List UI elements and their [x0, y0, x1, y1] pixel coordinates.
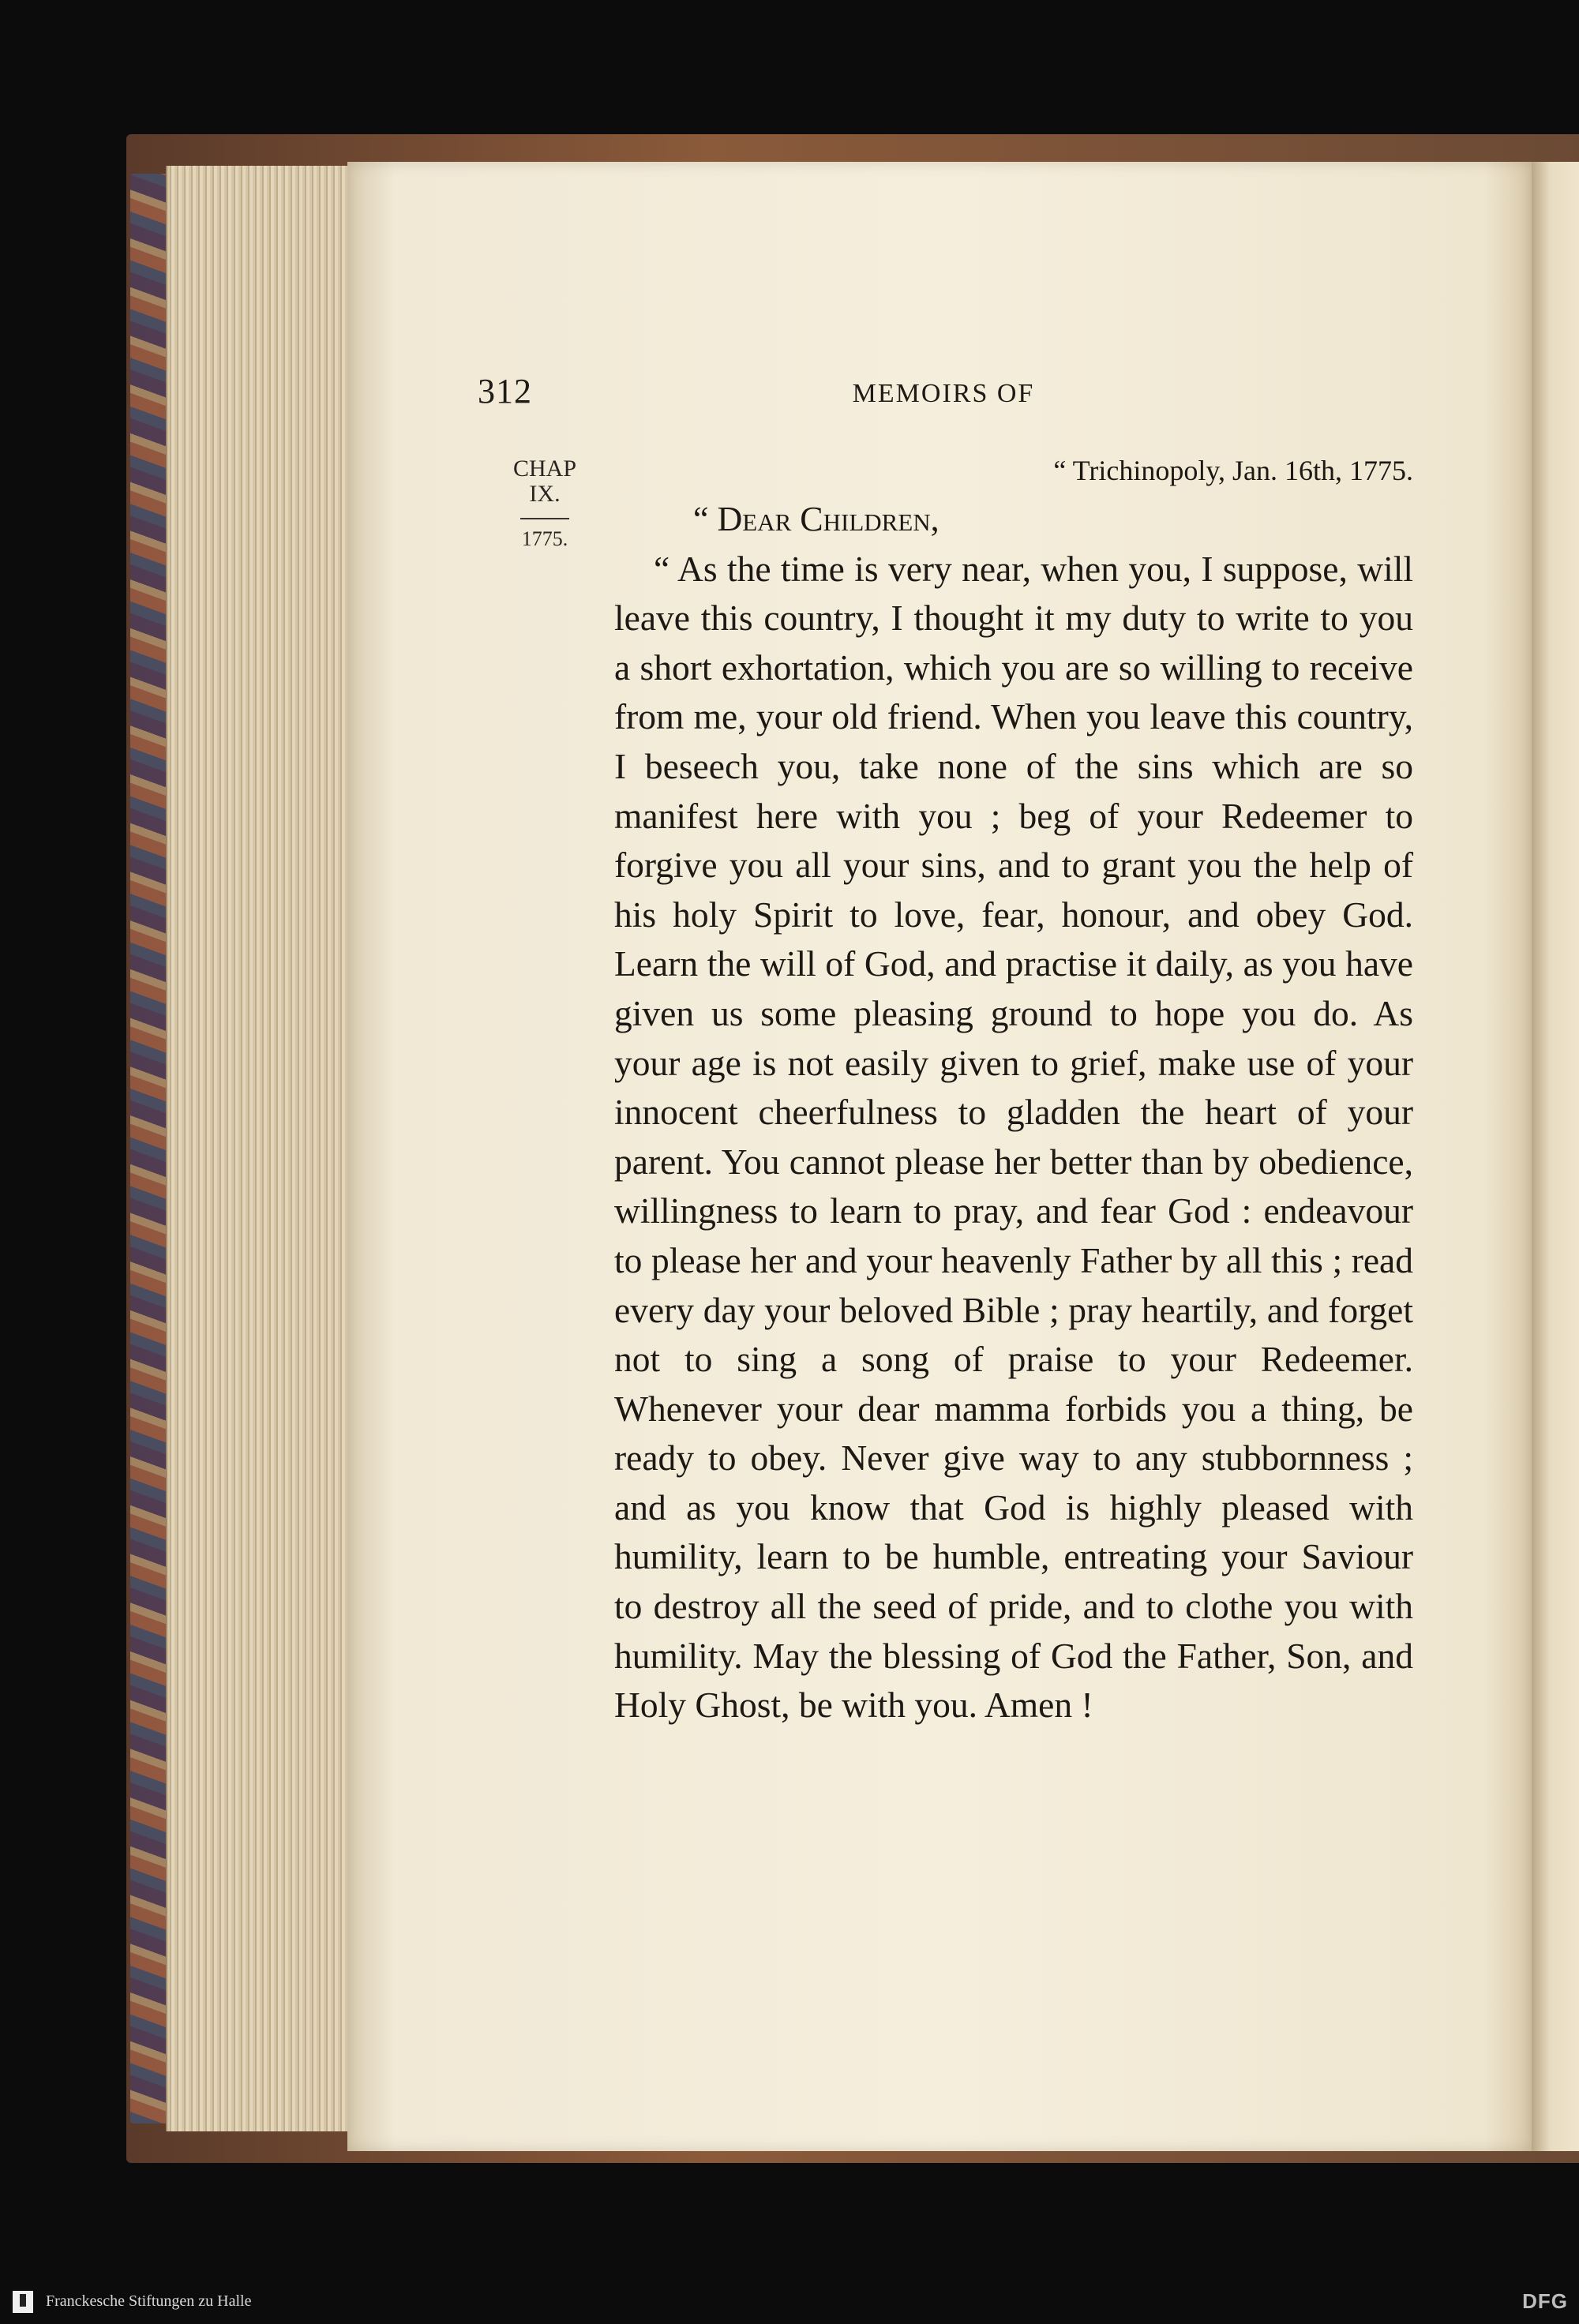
chapter-label: CHAP — [512, 455, 577, 482]
chapter-number: IX. — [529, 481, 561, 507]
page-header — [478, 371, 1409, 418]
viewer-footer — [0, 2280, 1579, 2324]
letter-dateline: “ Trichinopoly, Jan. 16th, 1775. — [1053, 455, 1413, 486]
letter-paragraph: “ As the time is very near, when you, I suppose, will leave this country, I thought it my duty to write to you a short exhortation, which you are so willing to receive from me, your old friend. When you leave this country, I beseech you, take none of the sins which are so manifest here with you ; beg of your Redeemer to forgive you all your sins, and to grant you the help of his holy Spirit to love, fear, honour, and obey God. Learn the will of God, and practise it daily, as you have given us some pleasing ground to hope you do. As your age is not easily given to grief, make use of your innocent cheerfulness to gladden the heart of your parent. You cannot please her better than by obedience, willingness to learn to pray, and fear God : endeavour to please her and your heavenly Father by all this ; read every day your beloved Bible ; pray heartily, and forget not to sing a song of praise to your Redeemer. Whenever your dear mamma forbids you a thing, be ready to obey. Never give way to any stubbornness ; and as you know that God is highly pleased with humility, learn to be humble, entreating your Saviour to destroy all the seed of pride, and to clothe you with humility. May the blessing of God the Father, Son, and Holy Ghost, be with you. Amen ! — [614, 548, 1413, 1726]
page-number: 312 — [478, 372, 532, 410]
facing-page-edge — [1532, 162, 1579, 2151]
margin-rule — [520, 518, 569, 519]
institution-logo-icon — [13, 2291, 33, 2313]
institution-name: Franckesche Stiftungen zu Halle — [46, 2292, 252, 2310]
letter-body — [614, 545, 1413, 1730]
letter-salutation: “ Dear Children, — [693, 500, 940, 538]
funder-logo: DFG — [1522, 2289, 1568, 2313]
page-edges — [166, 166, 365, 2131]
letter-text — [614, 446, 1413, 1730]
margin-note — [493, 456, 596, 551]
margin-year: 1775. — [521, 527, 568, 550]
running-title: MEMOIRS OF — [852, 379, 1035, 408]
